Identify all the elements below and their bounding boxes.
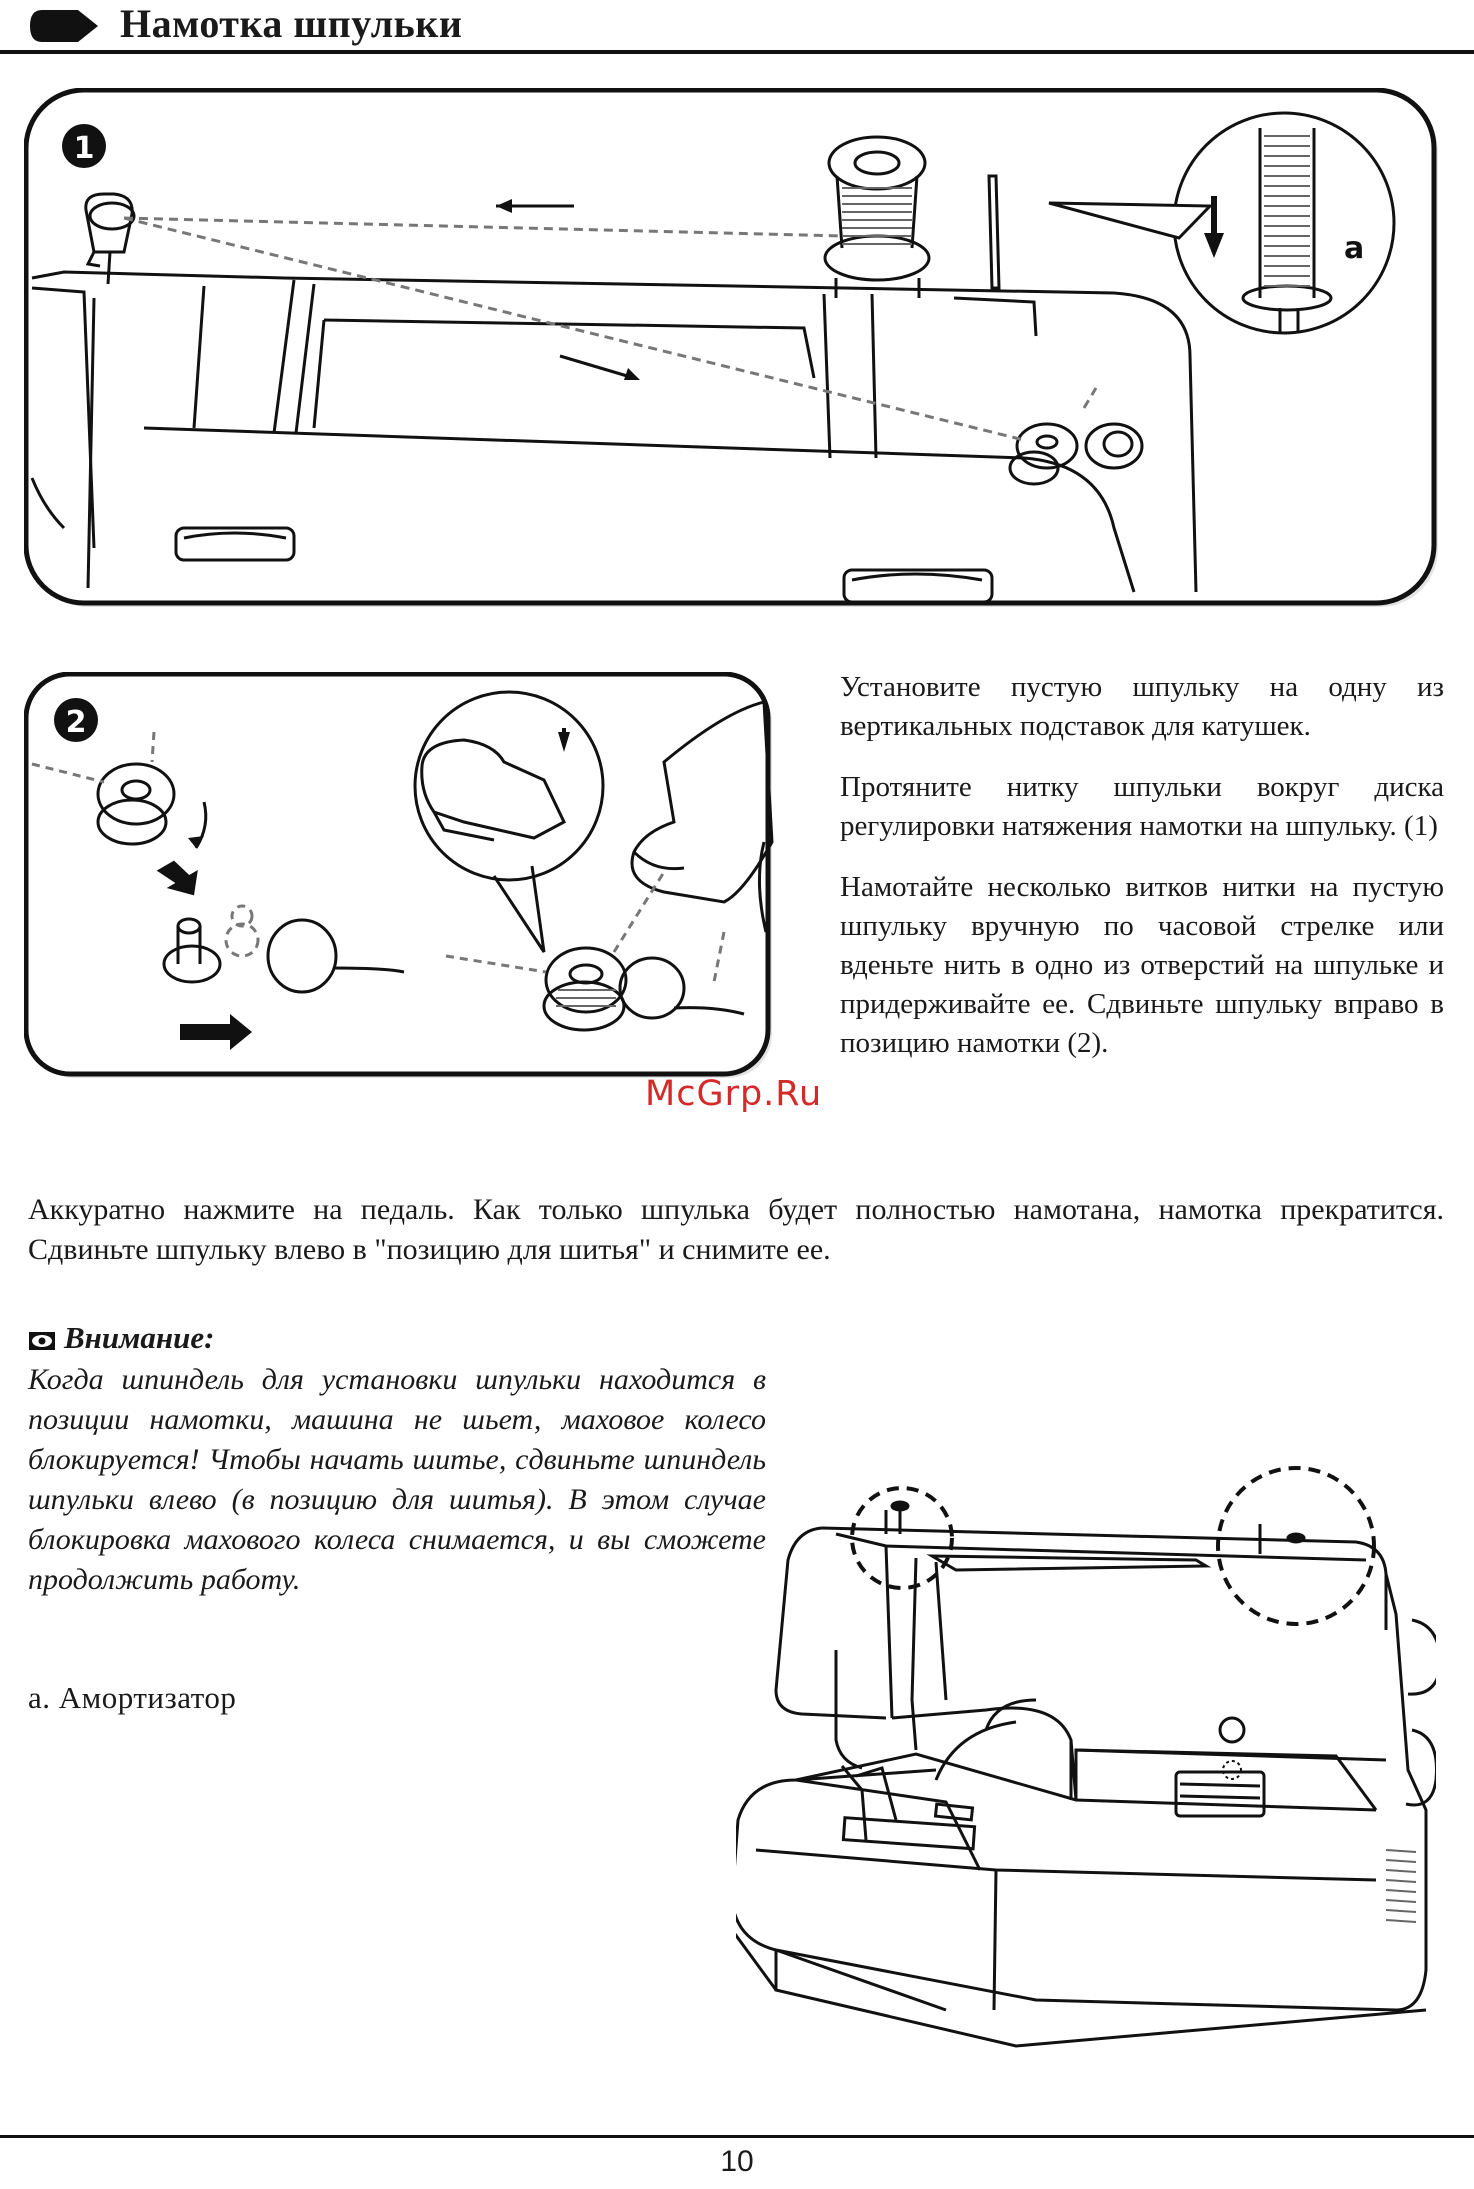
figure-1-step-number: 1 xyxy=(73,131,95,166)
damper-label-a: a xyxy=(1344,231,1365,266)
attention-heading-text: Внимание: xyxy=(64,1320,215,1355)
page-title: Намотка шпульки xyxy=(120,1,463,46)
pedal-paragraph: Аккуратно нажмите на педаль. Как только шпулька будет полностью намотана, намотка прекратится. Сдвиньте шпульку влево в "позицию для шитья" и снимите ее. xyxy=(28,1193,1444,1266)
legend-damper: a. Амортизатор xyxy=(28,1680,237,1715)
section-marker-icon xyxy=(28,8,100,44)
page-number: 10 xyxy=(720,2145,754,2178)
attention-body: Когда шпиндель для установки шпульки находится в позиции намотки, машина не шьет, маховое колесо блокируется! Чтобы начать шитье, сдвиньте шпиндель шпульки влево (в позицию для шитья). В этом случае блокировка махового колеса снимается, и вы сможете продолжить работу. xyxy=(28,1363,766,1596)
instruction-step-2: Протяните нитку шпульки вокруг диска регулировки натяжения намотки на шпульку. (1) xyxy=(840,771,1444,842)
instruction-step-3: Намотайте несколько витков нитки на пустую шпульку вручную по часовой стрелке или вденьте нить в одно из отверстий на шпульке и придерживайте ее. Сдвиньте шпульку вправо в позицию намотки (2). xyxy=(840,871,1444,1059)
watermark: McGrp.Ru xyxy=(645,1074,823,1114)
figure-2-bobbin-to-winding-position xyxy=(24,672,776,1082)
header-divider xyxy=(0,50,1474,54)
footer-divider xyxy=(0,2135,1474,2138)
instruction-step-1: Установите пустую шпульку на одну из вертикальных подставок для катушек. xyxy=(840,671,1444,742)
figure-3-sewing-machine xyxy=(736,1450,1436,2070)
instruction-steps xyxy=(840,668,1444,1085)
figure-2-step-number: 2 xyxy=(65,705,87,740)
attention-note xyxy=(28,1320,766,1600)
figure-1-bobbin-winding-thread-path xyxy=(24,88,1444,613)
eye-icon xyxy=(28,1331,56,1351)
attention-heading xyxy=(28,1320,766,1360)
page-header xyxy=(0,0,1474,56)
